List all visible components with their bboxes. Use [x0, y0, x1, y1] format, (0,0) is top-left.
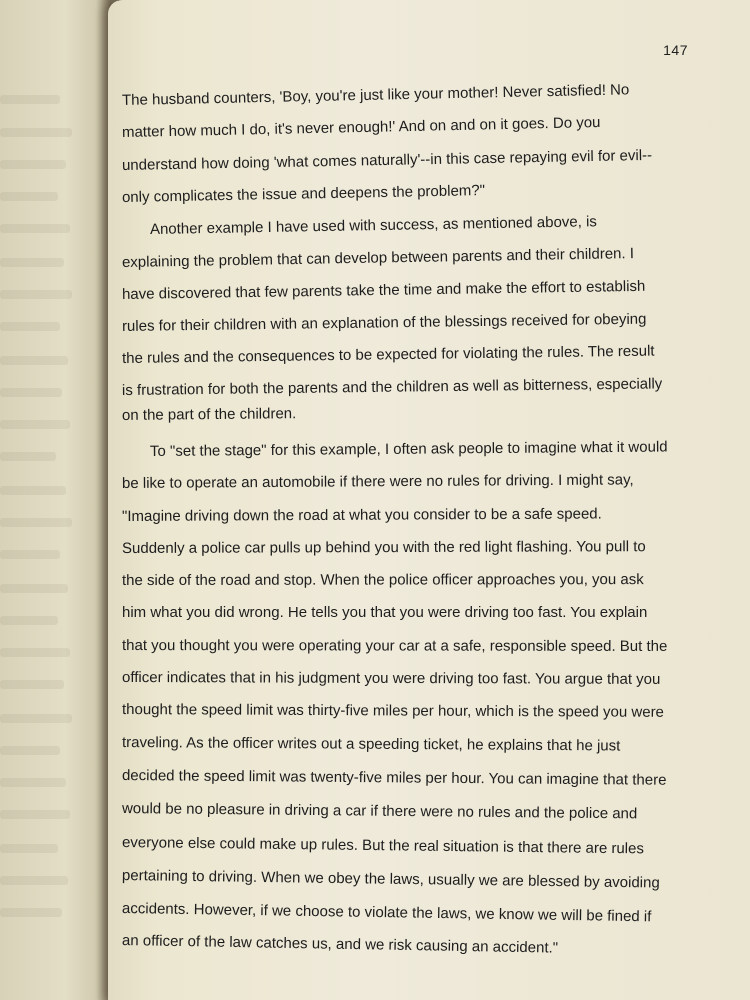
text-line: everyone else could make up rules. But the real situation is that there are rules	[121, 834, 645, 858]
text-line: decided the speed limit was twenty-five miles per hour. You can imagine that there	[121, 767, 667, 789]
text-line: on the part of the children.	[121, 405, 297, 424]
text-line: thought the speed limit was thirty-five miles per hour, which is the speed you were	[121, 701, 664, 721]
text-line: be like to operate an automobile if there were no rules for driving. I might say,	[121, 471, 634, 492]
text-line: is frustration for both the parents and the children as well as bitterness, especially	[121, 375, 663, 399]
text-line: accidents. However, if we choose to violate the laws, we know we will be fined if	[121, 900, 652, 926]
text-line: pertaining to driving. When we obey the laws, usually we are blessed by avoiding	[121, 867, 660, 892]
text-line: the rules and the consequences to be expected for violating the rules. The result	[121, 342, 655, 367]
text-line: matter how much I do, it's never enough!' And on and on it goes. Do you	[121, 113, 601, 141]
text-line: understand how doing 'what comes naturally'--in this case repaying evil for evil--	[121, 146, 653, 174]
text-line: The husband counters, 'Boy, you're just like your mother! Never satisfied! No	[121, 81, 630, 109]
text-line: an officer of the law catches us, and we risk causing an accident."	[121, 932, 559, 957]
page-number: 147	[663, 42, 688, 58]
book-page	[108, 0, 750, 1000]
text-line: him what you did wrong. He tells you that you were driving too fast. You explain	[122, 604, 648, 621]
text-line: would be no pleasure in driving a car if there were no rules and the police and	[121, 800, 638, 823]
text-line: Suddenly a police car pulls up behind you with the red light flashing. You pull to	[121, 538, 646, 557]
text-line: rules for their children with an explanation of the blessings received for obeying	[121, 310, 647, 335]
text-line: that you thought you were operating your car at a safe, responsible speed. But the	[121, 637, 668, 655]
text-line: officer indicates that in his judgment you were driving too fast. You argue that you	[121, 669, 661, 688]
text-line: only complicates the issue and deepens the problem?"	[121, 182, 486, 206]
text-line: To "set the stage" for this example, I often ask people to imagine what it would	[149, 438, 668, 460]
text-line: Another example I have used with success, as mentioned above, is	[149, 213, 598, 238]
text-line: traveling. As the officer writes out a speeding ticket, he explains that he just	[121, 734, 621, 755]
text-line: "Imagine driving down the road at what you consider to be a safe speed.	[121, 505, 602, 525]
text-line: the side of the road and stop. When the police officer approaches you, you ask	[121, 571, 644, 589]
text-line: have discovered that few parents take the time and make the effort to establish	[121, 277, 646, 303]
text-line: explaining the problem that can develop between parents and their children. I	[121, 245, 635, 271]
